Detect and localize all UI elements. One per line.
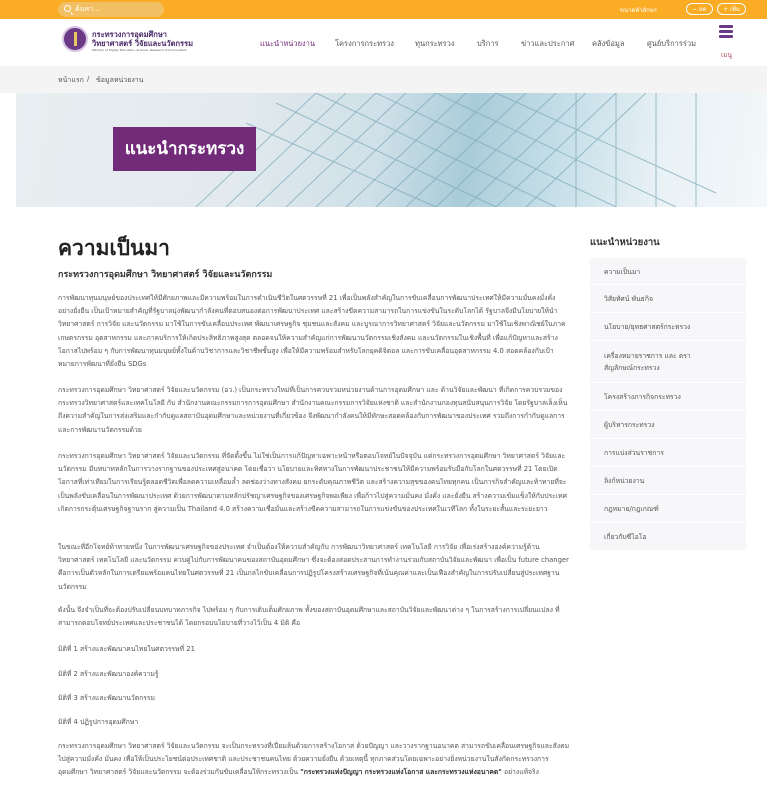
decrease-font-button[interactable]: − ลด <box>686 3 713 15</box>
sidebar-item-laws[interactable]: กฎหมาย/กฎเกณฑ์ <box>590 495 746 523</box>
paragraph-last <box>58 740 570 780</box>
banner-title: แนะนำกระทรวง <box>113 127 256 171</box>
sidebar-item-policy-strategy[interactable]: นโยบาย/ยุทธศาสตร์กระทรวง <box>590 313 746 341</box>
breadcrumb-current: ข้อมูลหน่วยงาน <box>96 76 144 84</box>
sidebar-item-cio[interactable]: เกี่ยวกับซีไอโอ <box>590 523 746 551</box>
increase-font-button[interactable]: + เพิ่ม <box>717 3 746 15</box>
menu-label[interactable]: เมนู <box>721 51 732 59</box>
nav-item-news[interactable]: ข่าวและประกาศ <box>521 39 575 48</box>
font-size-label: ขนาดตัวอักษร <box>619 7 657 14</box>
paragraph-5: ดังนั้น จึงจำเป็นที่จะต้องปรับเปลี่ยนบทบาทภารกิจ ไปพร้อม ๆ กับการเติบเต็มศักยภาพ ทั้งของสถาบันอุดมศึกษาและสถาบันวิจัยและพัฒนาต่าง ๆ ในการสร้างการเปลี่ยนแปลง ที่สามารถตอบโจทย์ประเทศและประชาชนได้ โดยกรอบนโยบายที่วางไว้เป็น 4 มิติ คือ <box>58 606 560 628</box>
paragraph-3: กระทรวงการอุดมศึกษา วิทยาศาสตร์ วิจัยและนวัตกรรม ที่จัดตั้งขึ้น ไม่ใช่เป็นการแก้ปัญหาเฉพาะหน้าหรือตอบโจทย์ในปัจจุบัน แต่กระทรวงการอุดมศึกษา วิทยาศาสตร์ วิจัยและนวัตกรรม มีบทบาทหลักในการวางรากฐานของประเทศสู่อนาคต โดยเชื่อว่า นโยบายและทิศทางในการพัฒนาประชาชนให้มีความพร้อมรับมือกับโลกในศตวรรษที่ 21 โดยเปิดโอกาสที่เท่าเทียมในการเรียนรู้ตลอดชีวิตเพื่อลดความเหลื่อมล้ำ ลดช่องว่างทางสังคม ยกระดับคุณภาพชีวิต และสร้างความสุขของคนไทยทุกคน เป็นภารกิจสำคัญและท้าทายที่จะเป็นพลังขับเคลื่อนในการพัฒนาประเทศ ด้วยการพัฒนาตามหลักปรัชญาเศรษฐกิจของเศรษฐกิจพอเพียง เพื่อก้าวไปสู่ความมั่นคง มั่งคั่ง และยั่งยืน สร้างความเข้มแข็งให้กับประเทศ เกิดการกระตุ้นเศรษฐกิจฐานราก สู่ความเป็น Thailand 4.0 สร้างความเชื่อมั่นและสร้างขีดความสามารถในการแข่งขันของประเทศในเวทีโลก ทั้งในระยะสั้นและระยะยาว <box>58 452 567 513</box>
nav-item-service-center[interactable]: ศูนย์บริการร่วม <box>647 39 697 48</box>
sidebar-item-agency-links[interactable]: ลิงก์หน่วยงาน <box>590 467 746 495</box>
breadcrumb-separator: / <box>87 75 90 83</box>
paragraph-last-bold: "กระทรวงแห่งปัญญา กระทรวงแห่งโอกาส และกระทรวงแห่งอนาคต" <box>300 768 502 777</box>
sidebar-item-structure[interactable]: โครงสร้างภารกิจกระทรวง <box>590 383 746 411</box>
breadcrumb-home[interactable]: หน้าแรก <box>58 76 84 84</box>
dimension-4: มิติที่ 4 ปฏิรูปการอุดมศึกษา <box>58 718 139 726</box>
paragraph-last-text: กระทรวงการอุดมศึกษา วิทยาศาสตร์ วิจัยและนวัตกรรม จะเป็นกระทรวงที่เปี่ยมล้นด้วยการสร้างโอกาส ด้วยปัญญา และวางรากฐานอนาคต สามารถขับเคลื่อนเศรษฐกิจและสังคม ไปสู่ความมั่งคั่ง มั่นคง เพื่อให้เป็นประโยชน์ต่อประเทศชาติ และประชาชนคนไทย ด้วยความยั่งยืน ด้วยเหตุนี้ ทุกภาคส่วนโดยเฉพาะอย่างยิ่งหน่วยงานในสังกัดกระทรวงการอุดมศึกษา วิทยาศาสตร์ วิจัยและนวัตกรรม จะต้องร่วมกันขับเคลื่อนให้กระทรวงเป็น <box>58 742 570 777</box>
logo-english-name: Ministry of Higher Education, Science, Research and Innovation <box>92 48 188 52</box>
paragraph-last-tail: อย่างแท้จริง <box>501 768 540 777</box>
page-title: ความเป็นมา <box>58 236 170 260</box>
sidebar-menu <box>590 258 746 551</box>
nav-item-projects[interactable]: โครงการกระทรวง <box>335 39 394 48</box>
nav-item-about[interactable]: แนะนำหน่วยงาน <box>260 39 316 48</box>
nav-item-data-repository[interactable]: คลังข้อมูล <box>592 39 625 48</box>
sidebar-item-emblem[interactable]: เครื่องหมายราชการ และ ตราสัญลักษณ์กระทรวง <box>590 341 746 383</box>
ministry-seal-icon[interactable] <box>62 26 88 52</box>
nav-item-funds[interactable]: ทุนกระทรวง <box>415 39 455 48</box>
hamburger-menu-icon[interactable] <box>719 25 733 38</box>
search-icon <box>64 5 71 12</box>
dimension-1: มิติที่ 1 สร้างและพัฒนาคนไทยในศตวรรษที่ 21 <box>58 645 195 653</box>
search-input[interactable] <box>58 2 164 17</box>
dimension-2: มิติที่ 2 สร้างและพัฒนาองค์ความรู้ <box>58 670 159 678</box>
logo-title-line1[interactable]: กระทรวงการอุดมศึกษา <box>92 30 167 39</box>
sidebar-item-executives[interactable]: ผู้บริหารกระทรวง <box>590 411 746 439</box>
logo-title-line2[interactable]: วิทยาศาสตร์ วิจัยและนวัตกรรม <box>92 39 194 48</box>
sidebar-item-divisions[interactable]: การแบ่งส่วนราชการ <box>590 439 746 467</box>
sidebar-item-vision-mission[interactable]: วิสัยทัศน์ พันธกิจ <box>590 285 746 313</box>
paragraph-4: ในขณะที่อีกโจทย์ท้าทายหนึ่ง ในการพัฒนาเศรษฐกิจของประเทศ จำเป็นต้องให้ความสำคัญกับ การพัฒนาวิทยาศาสตร์ เทคโนโลยี การวิจัย เพื่อเร่งสร้างองค์ความรู้ด้านวิทยาศาสตร์ เทคโนโลยี และนวัตกรรม ควบคู่ไปกับการพัฒนาคนของสถาบันอุดมศึกษา ซึ่งจะต้องสอดประสานการทำงานร่วมกับสถาบันวิจัยและพัฒนา เพื่อเป็น future changer คือการเป็นตัวหลักในการเตรียมพร้อมคนไทยในศตวรรษที่ 21 เป็นกลไกขับเคลื่อนการปฏิรูปโครงสร้างเศรษฐกิจที่เน้นคุณค่าและเป็นเฟืองสำคัญในการปรับเปลี่ยนสู่ประเทศฐานนวัตกรรม <box>58 543 569 591</box>
nav-item-services[interactable]: บริการ <box>477 39 499 48</box>
paragraph-2: กระทรวงการอุดมศึกษา วิทยาศาสตร์ วิจัยและนวัตกรรม (อว.) เป็นกระทรวงใหม่ที่เป็นการควบรวมหน่วยงานด้านการอุดมศึกษา และ ด้านวิจัยและพัฒนา ที่เกิดการควบรวมของ กระทรวงวิทยาศาสตร์และเทคโนโลยี กับ สำนักงานคณะกรรมการการอุดมศึกษา สำนักงานคณะกรรมการวิจัยแห่งชาติ และสำนักงานกองทุนสนับสนุนการวิจัย โดยรัฐบาลเล็งเห็นถึงความสำคัญในการส่งเสริมและกำกับดูแลสถาบันอุดมศึกษาและหน่วยงานที่เกี่ยวข้อง จึงพัฒนากำลังคนให้มีทักษะสอดคล้องกับการพัฒนาของประเทศ รวมถึงการกำกับดูแลการและการพัฒนานวัตกรรมด้วย <box>58 386 568 434</box>
sidebar-title: แนะนำหน่วยงาน <box>590 237 660 248</box>
page-subtitle: กระทรวงการอุดมศึกษา วิทยาศาสตร์ วิจัยและนวัตกรรม <box>58 270 273 280</box>
search-placeholder: ค้นหา... <box>75 5 100 13</box>
paragraph-1: การพัฒนาทุนมนุษย์ของประเทศให้มีศักยภาพและมีความพร้อมในการดำเนินชีวิตในศตวรรษที่ 21 เพื่อเป็นพลังสำคัญในการขับเคลื่อนการพัฒนาประเทศให้มีความมั่นคงมั่งคั่งอย่างยั่งยืน เป็นเป้าหมายสำคัญที่รัฐบาลมุ่งพัฒนากำลังคนที่ตอบสนองต่อการพัฒนาประเทศ และสร้างขีดความสามารถในการแข่งขันในระดับโลกได้ รัฐบาลจึงมีนโยบายให้นำวิทยาศาสตร์ การวิจัย และนวัตกรรม มาใช้ในการขับเคลื่อนประเทศ พัฒนาเศรษฐกิจ ชุมชนและสังคม และบูรณาการวิทยาศาสตร์ วิจัยและนวัตกรรม มาใช้ในเชิงพาณิชย์ในภาคเกษตรกรรม อุตสาหกรรม และภาคบริการให้เกิดประสิทธิภาพสูงสุด ตลอดจนให้ความสำคัญแก่การพัฒนานวัตกรรมเชิงสังคม และนวัตกรรมในเชิงพื้นที่ เพื่อแก้ปัญหาและสร้างโอกาสไปพร้อม ๆ กับการพัฒนาทุนมนุษย์ทั้งในด้านวิชาการและวิชาชีพชั้นสูง เพื่อให้มีความพร้อมสำหรับโลกยุคดิจิตอล และการขับเคลื่อนอุตสาหกรรม 4.0 สอดคล้องกับเป้าหมายการพัฒนาที่ยั่งยืน SDGs <box>58 294 566 369</box>
sidebar-item-history[interactable]: ความเป็นมา <box>590 258 746 285</box>
dimension-3: มิติที่ 3 สร้างและพัฒนานวัตกรรม <box>58 694 156 702</box>
